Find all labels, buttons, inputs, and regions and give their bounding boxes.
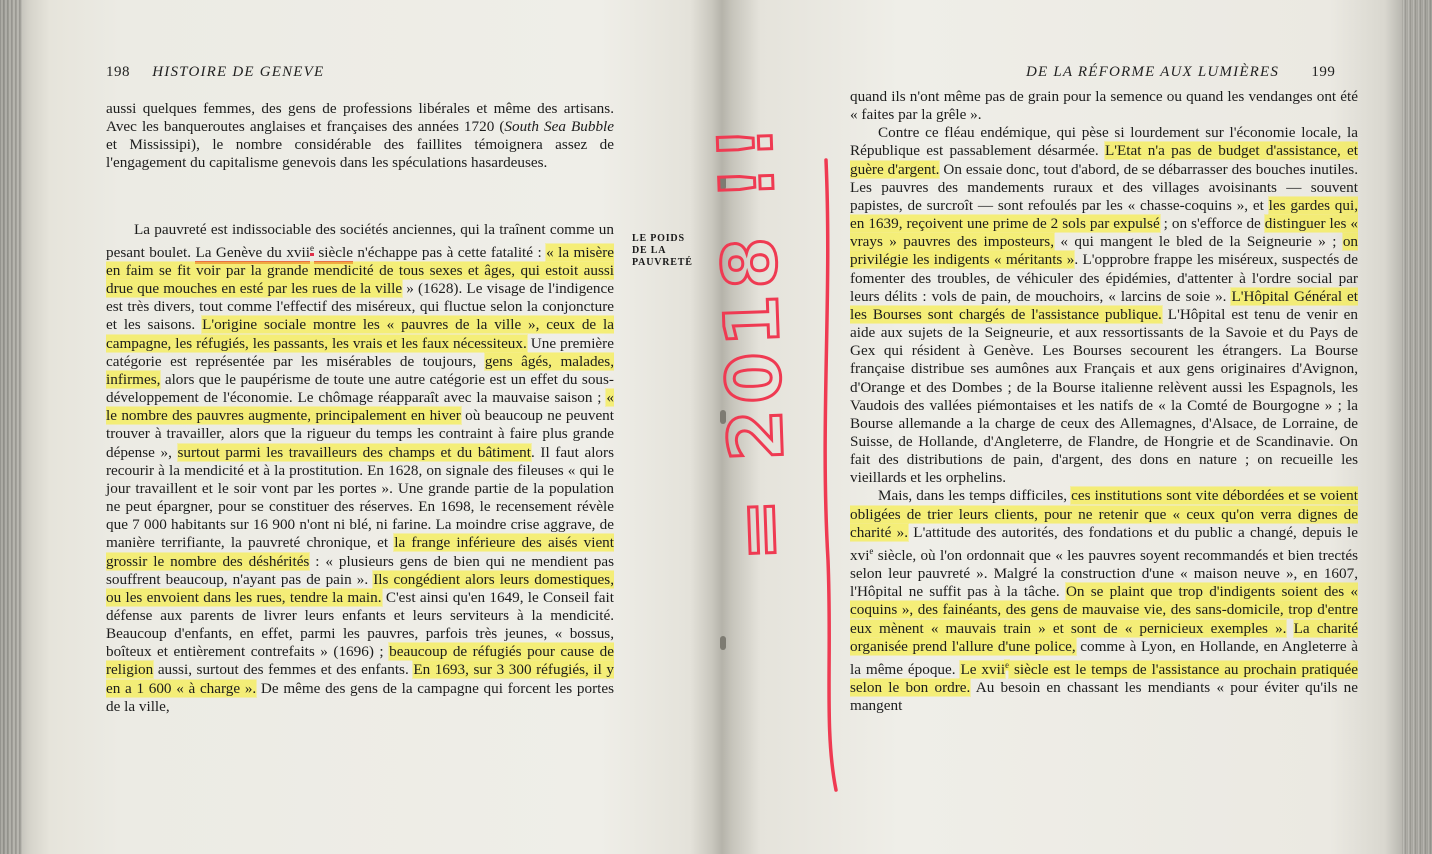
highlighted-passage: « la misère en faim se fit voir par la grande mendicité de tous sexes et âges, qui estoit aussi drue que mouches en esté par les rues de la ville	[106, 243, 615, 298]
text-run: Mais, dans les temps difficiles,	[878, 487, 1072, 505]
highlighted-passage: la frange inférieure des aisés vient grossir le nombre des déshérités	[106, 534, 614, 570]
highlighted-passage: On se plaint que trop d'indigents soient des « coquins », des fainéants, des gens de mauvaise vie, des sans-domicile, trop d'entre eux mènent « mauvais train » et sont de « pernicieux exemples ».	[850, 583, 1358, 637]
left-running-title: HISTOIRE DE GENEVE	[152, 64, 325, 80]
text-run: « qui mangent le bled de la Seigneurie » ;	[1054, 233, 1343, 251]
highlighted-passage: siècle est le temps de l'assistance au prochain pratiquée selon le bon ordre.	[850, 660, 1358, 697]
highlighted-passage: beaucoup de réfugiés pour cause de religion	[106, 643, 614, 679]
text-run: C'est ainsi qu'en 1649, le Conseil fait défense aux parents de livrer leurs enfants et leurs serviteurs à la mendicité. Beaucoup d'enfants, en effet, parmi les pauvres, parfois très jeunes, « bossus, boîteux et entièrement contrefaits » (1696) ;	[106, 588, 614, 661]
text-run: e	[869, 545, 874, 556]
highlighted-passage: on privilégie les indigents « méritants »	[850, 233, 1358, 269]
highlighted-passage: surtout parmi les travailleurs des champs et du bâtiment	[177, 443, 531, 461]
underlined-passage: e	[310, 243, 314, 256]
text-run: alors que le paupérisme de toute une autre catégorie est un effet du sous-développement de l'économie. Le chômage réapparaît avec la mauvaise saison ;	[106, 370, 614, 407]
highlighted-passage: L'Hôpital Général et les Bourses sont chargés de l'assistance publique.	[850, 287, 1358, 323]
text-run: . Il faut alors recourir à la mendicité et à la prostitution. En 1628, on signale des fileuses « qui le jour travaillent et le soir vont par les portes ». Une grande partie de la population ne peut épargner, pour se constituer des réserves. En 1698, le recensement révèle que 7 000 habitants sur 16 900 n'ont ni blé, ni farine. La moindre crise aggrave, de manière terrifiante, la pauvreté chronique, et	[106, 443, 614, 552]
text-run: ; on s'efforce de	[1159, 215, 1265, 233]
text-run: et Mississipi), le nombre considérable des faillites témoignera assez de l'engagement du capitalisme genevois dans les spéculations hasardeuses.	[106, 136, 614, 172]
text-run: L'Hôpital est tenu de venir en aide aux sujets de la Seigneurie, et aux ressortissants de la Savoie et du Pays de Gex qui résident à Genève. Les Bourses secourent les étrangers. La Bourse française distribue ses aumônes aux Français et aux gens originaires d'Avignon, d'Orange et des Dombes ; de la Bourse italienne relèvent aussi les Espagnols, les Vaudois des vallées piémontaises et les natifs de « la Comté de Bourgogne » ; la Bourse allemande a la charge de ceux des Allemagnes, d'Alsace, de Lorraine, de Suisse, de Hollande, d'Angleterre, de Flandre, de Hongrie et de Scandinavie. On fait des distributions de pain, d'argent, des dons en nature ; on recueille les vieillards et les orphelins.	[850, 305, 1358, 487]
text-run: South Sea Bubble	[504, 118, 614, 136]
highlighted-passage: gens âgés, malades, infirmes,	[106, 352, 614, 388]
highlighted-passage: Ils congédient alors leurs domestiques, ou les envoient dans les rues, tendre la main.	[106, 570, 614, 606]
text-run: » (1628). Le visage de l'indigence est très divers, tout comme l'effectif des miséreux, qui fluctue selon la conjoncture et les saisons.	[106, 280, 615, 334]
right-page-number: 199	[1311, 64, 1336, 80]
text-run: aussi, surtout des femmes et des enfants.	[153, 661, 414, 679]
text-run: n'échappe pas à cette fatalité :	[352, 243, 547, 261]
text-run: : « plusieurs gens de bien qui ne mendient pas souffrent beaucoup, n'ayant pas de pain ».	[106, 552, 614, 588]
text-run: comme à Lyon, en Hollande, en Angleterre à la même époque.	[850, 637, 1358, 678]
red-margin-line	[825, 160, 836, 790]
right-running-title: DE LA RÉFORME AUX LUMIÈRES	[1026, 64, 1280, 80]
margin-note: LE POIDS DE LA PAUVRETÉ	[632, 233, 693, 268]
underlined-passage: La Genève du xvii	[195, 244, 310, 264]
highlighted-passage: L'Etat n'a pas de budget d'assistance, et guère d'argent.	[850, 142, 1358, 178]
text-run: où beaucoup ne peuvent trouver à travailler, alors que la rigueur du temps les contraint à faire plus grande dépense »,	[106, 407, 614, 461]
text-run: siècle, où l'on ordonnait que « les pauvres soyent recommandés et bien trectés selon leur pauvreté ». Malgré la construction d'une « maison neuve », en 1607, l'Hôpital ne suffit pas à la tâche.	[850, 546, 1358, 601]
highlighted-passage: e	[1005, 659, 1010, 670]
text-run: L'attitude des autorités, des fondations et du public a changé, depuis le xvi	[850, 523, 1358, 564]
text-run: La pauvreté est indissociable des sociétés anciennes, qui la traînent comme un pesant boulet.	[106, 220, 614, 261]
text-run: aussi quelques femmes, des gens de professions libérales et même des artisans. Avec les banqueroutes anglaises et françaises des années 1720 (	[106, 100, 614, 136]
highlighted-passage: Le xvii	[960, 660, 1006, 678]
underlined-passage: siècle	[314, 244, 353, 264]
text-run: Une première catégorie est représentée par les misérables de toujours,	[106, 334, 614, 370]
text-run: quand ils n'ont même pas de grain pour la semence ou quand les vendanges ont été « faites par la grêle ».	[850, 88, 1358, 124]
highlighted-passage: En 1693, sur 3 300 réfugiés, il y en a 1 600 « à charge ».	[106, 661, 614, 697]
left-page-number: 198	[106, 64, 130, 80]
highlighted-passage: « le nombre des pauvres augmente, principalement en hiver	[106, 389, 614, 425]
text-run: On essaie donc, tout d'abord, de se débarrasser des bouches inutiles. Les pauvres des mandements ruraux et des villages avoisinants — souvent papistes, de surcroît — sont refoulés par les « chasse-coquins », et	[850, 160, 1359, 214]
highlighted-passage: La charité organisée prend l'allure d'une police,	[850, 619, 1359, 655]
text-run: Contre ce fléau endémique, qui pèse si lourdement sur l'économie locale, la République est passablement désarmée.	[850, 124, 1358, 160]
highlighted-passage: les gardes qui, en 1639, reçoivent une prime de 2 sols par expulsé	[850, 196, 1358, 233]
handwritten-note: = 2018 !!	[702, 118, 804, 563]
text-run: De même des gens de la campagne qui forcent les portes de la ville,	[106, 679, 614, 715]
highlighted-passage: L'origine sociale montre les « pauvres de la ville », ceux de la campagne, les réfugiés, les passants, les vrais et les faux nécessiteux.	[106, 316, 614, 352]
highlighted-passage: distinguer les « vrays » pauvres des imposteurs,	[850, 215, 1358, 251]
highlighted-passage: ces institutions sont vite débordées et se voient obligées de trier leurs clients, pour ne retenir que « ceux qu'on verra dignes de charité ».	[850, 487, 1358, 541]
text-run: . L'opprobre frappe les miséreux, suspectés de fomenter des troubles, de véhiculer des épidémies, d'attenter à l'ordre social par leurs délits : vols de pain, de mouchoirs, « larcins de soie ».	[850, 251, 1358, 305]
text-run: Au besoin en chassant les mendiants « pour éviter qu'ils ne mangent	[850, 679, 1358, 715]
